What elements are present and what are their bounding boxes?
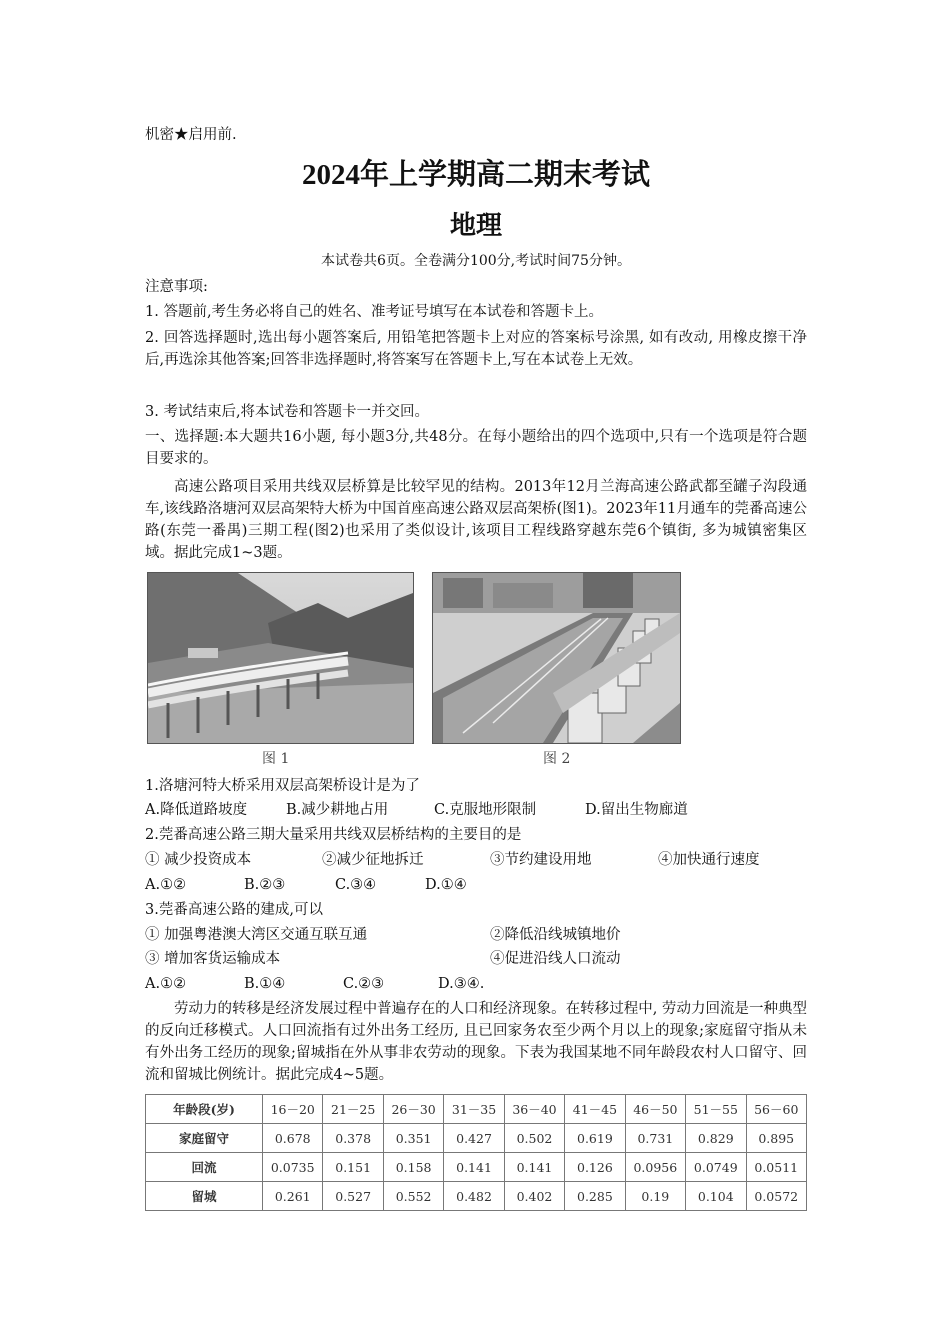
q2-option-d: D.①④ [425, 877, 467, 893]
urban-bridge-image [433, 573, 680, 743]
figure-2-photo [432, 572, 681, 744]
value-cell: 0.731 [625, 1124, 685, 1153]
value-cell: 0.141 [444, 1153, 504, 1182]
figure-1-photo [147, 572, 414, 744]
population-ratio-table [145, 1094, 807, 1211]
value-cell: 0.0735 [263, 1153, 323, 1182]
value-cell: 0.482 [444, 1182, 504, 1211]
q1-option-c: C.克服地形限制 [434, 802, 537, 818]
q3-option-a: A.①② [145, 976, 187, 992]
value-cell: 0.261 [263, 1182, 323, 1211]
value-cell: 0.527 [323, 1182, 383, 1211]
value-cell: 0.151 [323, 1153, 383, 1182]
row-label: 留城 [146, 1182, 263, 1211]
q2-option-b: B.②③ [244, 877, 286, 893]
value-cell: 0.427 [444, 1124, 504, 1153]
value-cell: 0.402 [504, 1182, 564, 1211]
passage-labor: 劳动力的转移是经济发展过程中普遍存在的人口和经济现象。在转移过程中, 劳动力回流是一种典型的反向迁移模式。人口回流指有过外出务工经历, 且已回家务农至少两个月以上的现象;家庭留守指从未有外出务工经历的现象;留城指在外从事非农劳动的现象。下表为我国某地不同年龄段农村人口留守、回流和留城比例统计。据此完成4~5题。 [145, 1001, 807, 1083]
note-item: 3. 考试结束后,将本试卷和答题卡一并交回。 [145, 404, 430, 420]
row-label: 家庭留守 [146, 1124, 263, 1153]
q3-option-c: C.②③ [343, 976, 385, 992]
notes-heading: 注意事项: [145, 279, 208, 295]
note-item: 1. 答题前,考生务必将自己的姓名、准考证号填写在本试卷和答题卡上。 [145, 304, 604, 320]
value-cell: 0.351 [383, 1124, 443, 1153]
figure-1-caption: 图 1 [262, 751, 290, 767]
value-cell: 0.158 [383, 1153, 443, 1182]
value-cell: 0.502 [504, 1124, 564, 1153]
age-cell: 41－45 [565, 1095, 625, 1124]
age-cell: 36－40 [504, 1095, 564, 1124]
exam-title: 2024年上学期高二期末考试 [301, 159, 650, 191]
value-cell: 0.19 [625, 1182, 685, 1211]
value-cell: 0.678 [263, 1124, 323, 1153]
table-header-row [146, 1095, 807, 1124]
value-cell: 0.0956 [625, 1153, 685, 1182]
age-cell: 16－20 [263, 1095, 323, 1124]
table-header-cell: 年龄段(岁) [146, 1095, 263, 1124]
value-cell: 0.0749 [686, 1153, 746, 1182]
table-row [146, 1182, 807, 1211]
q2-option-a: A.①② [145, 877, 187, 893]
table-row [146, 1153, 807, 1182]
value-cell: 0.104 [686, 1182, 746, 1211]
q3-item: ④促进沿线人口流动 [490, 951, 621, 967]
value-cell: 0.285 [565, 1182, 625, 1211]
q2-item: ④加快通行速度 [658, 852, 760, 868]
age-cell: 46－50 [625, 1095, 685, 1124]
value-cell: 0.829 [686, 1124, 746, 1153]
q2-item: ③节约建设用地 [490, 852, 592, 868]
age-cell: 26－30 [383, 1095, 443, 1124]
q3-option-b: B.①④ [244, 976, 286, 992]
q1-option-a: A.降低道路坡度 [145, 802, 248, 818]
value-cell: 0.126 [565, 1153, 625, 1182]
q2-item: ① 减少投资成本 [145, 852, 252, 868]
age-cell: 31－35 [444, 1095, 504, 1124]
value-cell: 0.0572 [746, 1182, 807, 1211]
q2-option-c: C.③④ [335, 877, 377, 893]
subject-title: 地理 [449, 211, 502, 240]
exam-info: 本试卷共6页。全卷满分100分,考试时间75分钟。 [321, 253, 631, 269]
table-row [146, 1124, 807, 1153]
figure-2-caption: 图 2 [543, 751, 571, 767]
q3-item: ②降低沿线城镇地价 [490, 927, 621, 943]
value-cell: 0.0511 [746, 1153, 807, 1182]
q3-item: ③ 增加客货运输成本 [145, 951, 281, 967]
q3-item: ① 加强粤港澳大湾区交通互联互通 [145, 927, 368, 943]
value-cell: 0.619 [565, 1124, 625, 1153]
question-2-stem: 2.莞番高速公路三期大量采用共线双层桥结构的主要目的是 [145, 827, 522, 843]
value-cell: 0.552 [383, 1182, 443, 1211]
confidential-label: 机密★启用前. [145, 127, 237, 143]
value-cell: 0.141 [504, 1153, 564, 1182]
value-cell: 0.378 [323, 1124, 383, 1153]
question-1-stem: 1.洛塘河特大桥采用双层高架桥设计是为了 [145, 778, 420, 794]
q2-item: ②减少征地拆迁 [322, 852, 424, 868]
q1-option-d: D.留出生物廊道 [585, 802, 688, 818]
value-cell: 0.895 [746, 1124, 807, 1153]
question-3-stem: 3.莞番高速公路的建成,可以 [145, 902, 323, 918]
age-cell: 21－25 [323, 1095, 383, 1124]
note-item: 2. 回答选择题时,选出每小题答案后, 用铅笔把答题卡上对应的答案标号涂黑, 如有改动, 用橡皮擦干净后,再选涂其他答案;回答非选择题时,将答案写在答题卡上,写在本试卷上无效。 [145, 330, 807, 368]
section-heading: 一、选择题:本大题共16小题, 每小题3分,共48分。在每小题给出的四个选项中,只有一个选项是符合题目要求的。 [145, 429, 807, 467]
passage-bridge: 高速公路项目采用共线双层桥算是比较罕见的结构。2013年12月兰海高速公路武都至罐子沟段通车,该线路洛塘河双层高架特大桥为中国首座高速公路双层高架桥(图1)。2023年11月通车的莞番高速公路(东莞一番禺)三期工程(图2)也采用了类似设计,该项目工程线路穿越东莞6个镇街, 多为城镇密集区域。据此完成1~3题。 [145, 479, 807, 561]
age-cell: 51－55 [686, 1095, 746, 1124]
bridge-valley-image [148, 573, 413, 743]
q1-option-b: B.减少耕地占用 [286, 802, 389, 818]
age-cell: 56－60 [746, 1095, 807, 1124]
q3-option-d: D.③④. [438, 976, 485, 992]
row-label: 回流 [146, 1153, 263, 1182]
